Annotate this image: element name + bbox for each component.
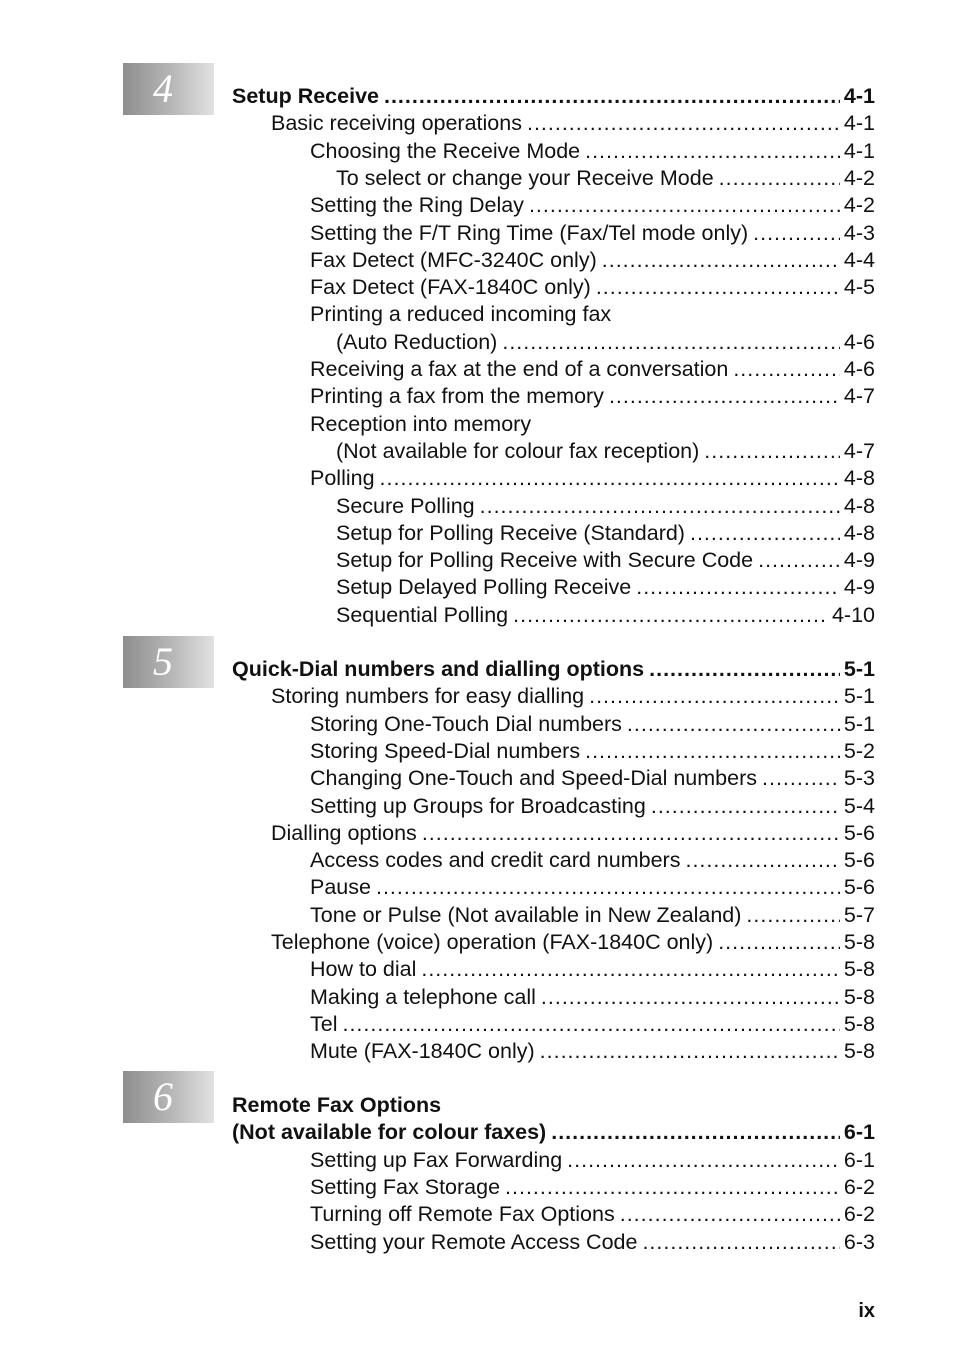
toc-entry[interactable] bbox=[232, 83, 875, 110]
toc-entry[interactable] bbox=[310, 1201, 875, 1228]
toc-entry[interactable] bbox=[336, 520, 875, 547]
dot-leader bbox=[718, 929, 840, 956]
toc-entry-page: 4-1 bbox=[843, 84, 875, 108]
toc-entry[interactable] bbox=[310, 1229, 875, 1256]
dot-leader bbox=[690, 520, 840, 547]
dot-leader bbox=[527, 110, 840, 137]
dot-leader bbox=[551, 1119, 840, 1146]
toc-entry-page: 4-3 bbox=[843, 221, 875, 245]
toc-entry-title: Setting your Remote Access Code bbox=[310, 1230, 638, 1254]
toc-entry-page: 5-1 bbox=[843, 657, 875, 681]
dot-leader bbox=[651, 793, 840, 820]
dot-leader bbox=[505, 1174, 840, 1201]
toc-entry-page: 6-2 bbox=[843, 1175, 875, 1199]
toc-entry-title: (Auto Reduction) bbox=[336, 330, 498, 354]
toc-entry-page: 5-1 bbox=[843, 684, 875, 708]
toc-entry-page: 4-8 bbox=[843, 494, 875, 518]
toc-entry-title: Setting the Ring Delay bbox=[310, 193, 524, 217]
dot-leader bbox=[513, 602, 828, 629]
toc-entry-page: 5-8 bbox=[843, 985, 875, 1009]
dot-leader bbox=[753, 220, 840, 247]
toc-entry-title: Pause bbox=[310, 875, 371, 899]
toc-entry-page: 4-9 bbox=[843, 548, 875, 572]
dot-leader bbox=[620, 1201, 840, 1228]
toc-entry-page: 4-6 bbox=[843, 330, 875, 354]
chapter-tab-6 bbox=[123, 1071, 214, 1123]
toc-entry-title: Sequential Polling bbox=[336, 603, 509, 627]
toc-entry[interactable] bbox=[271, 110, 875, 137]
toc-entry-page: 6-3 bbox=[843, 1230, 875, 1254]
toc-entry-title: Making a telephone call bbox=[310, 985, 536, 1009]
toc-entry-title: Storing One-Touch Dial numbers bbox=[310, 712, 622, 736]
toc-entry-page: 5-6 bbox=[843, 848, 875, 872]
toc-entry-title: Setting the F/T Ring Time (Fax/Tel mode only) bbox=[310, 221, 749, 245]
toc-entry-title: Mute (FAX-1840C only) bbox=[310, 1039, 535, 1063]
dot-leader bbox=[540, 1038, 840, 1065]
dot-leader bbox=[480, 493, 840, 520]
toc-entry[interactable] bbox=[310, 1011, 875, 1038]
dot-leader bbox=[589, 683, 840, 710]
toc-entry[interactable] bbox=[336, 165, 875, 192]
toc-entry-title: Reception into memory bbox=[310, 412, 532, 436]
dot-leader bbox=[609, 383, 840, 410]
dot-leader bbox=[342, 1011, 839, 1038]
toc-entry[interactable] bbox=[336, 329, 875, 356]
toc-entry-title: Receiving a fax at the end of a conversation bbox=[310, 357, 729, 381]
toc-entry[interactable] bbox=[310, 793, 875, 820]
toc-entry[interactable] bbox=[310, 465, 875, 492]
toc-entry[interactable] bbox=[310, 356, 875, 383]
toc-entry-title: Tel bbox=[310, 1012, 338, 1036]
toc-entry-title: Setting up Groups for Broadcasting bbox=[310, 794, 646, 818]
toc-entry-page: 4-7 bbox=[843, 439, 875, 463]
dot-leader bbox=[541, 984, 840, 1011]
toc-entry-page: 6-1 bbox=[843, 1148, 875, 1172]
dot-leader bbox=[746, 902, 840, 929]
toc-entry[interactable] bbox=[232, 656, 875, 683]
toc-entry-title: Printing a reduced incoming fax bbox=[310, 302, 612, 326]
toc-entry[interactable] bbox=[310, 1174, 875, 1201]
toc-entry-page: 4-8 bbox=[843, 521, 875, 545]
toc-entry-title: Fax Detect (FAX-1840C only) bbox=[310, 275, 591, 299]
toc-entry[interactable] bbox=[310, 220, 875, 247]
toc-entry-page: 5-2 bbox=[843, 739, 875, 763]
dot-leader bbox=[602, 247, 840, 274]
toc-entry-title: Basic receiving operations bbox=[271, 111, 522, 135]
toc-entry-page: 4-4 bbox=[843, 248, 875, 272]
dot-leader bbox=[421, 956, 840, 983]
toc-entry[interactable] bbox=[336, 493, 875, 520]
dot-leader bbox=[585, 138, 840, 165]
toc-entry-title: Remote Fax Options bbox=[232, 1093, 442, 1117]
toc-entry-page: 5-8 bbox=[843, 1039, 875, 1063]
dot-leader bbox=[384, 83, 840, 110]
dot-leader bbox=[529, 192, 840, 219]
toc-entry-page: 4-10 bbox=[831, 603, 875, 627]
dot-leader bbox=[502, 329, 840, 356]
dot-leader bbox=[649, 656, 840, 683]
toc-entry-page: 4-1 bbox=[843, 111, 875, 135]
chapter-number: 5 bbox=[153, 639, 173, 684]
dot-leader bbox=[642, 1229, 839, 1256]
toc-entry-page: 4-2 bbox=[843, 193, 875, 217]
toc-entry-page: 4-8 bbox=[843, 466, 875, 490]
page-number: ix bbox=[858, 1300, 875, 1322]
toc-entry[interactable] bbox=[310, 274, 875, 301]
dot-leader bbox=[422, 820, 840, 847]
toc-entry[interactable] bbox=[310, 984, 875, 1011]
toc-entry[interactable] bbox=[310, 874, 875, 901]
toc-entry-title: Storing numbers for easy dialling bbox=[271, 684, 585, 708]
dot-leader bbox=[380, 465, 840, 492]
toc-entry-page: 5-1 bbox=[843, 712, 875, 736]
toc-entry-title: Polling bbox=[310, 466, 375, 490]
toc-entry-title: To select or change your Receive Mode bbox=[336, 166, 714, 190]
toc-entry-title: Setup for Polling Receive (Standard) bbox=[336, 521, 685, 545]
toc-entry[interactable] bbox=[310, 247, 875, 274]
toc-entry-page: 6-1 bbox=[843, 1120, 875, 1144]
toc-entry-page: 6-2 bbox=[843, 1202, 875, 1226]
toc-entry-page: 5-3 bbox=[843, 766, 875, 790]
toc-entry-title: Telephone (voice) operation (FAX-1840C only) bbox=[271, 930, 714, 954]
dot-leader bbox=[704, 438, 840, 465]
toc-entry[interactable] bbox=[232, 1092, 875, 1119]
dot-leader bbox=[376, 874, 840, 901]
toc-entry-title: Choosing the Receive Mode bbox=[310, 139, 581, 163]
toc-entry-page: 4-2 bbox=[843, 166, 875, 190]
toc-entry[interactable] bbox=[310, 138, 875, 165]
dot-leader bbox=[596, 274, 840, 301]
toc-entry-title: Fax Detect (MFC-3240C only) bbox=[310, 248, 597, 272]
toc-entry[interactable] bbox=[310, 902, 875, 929]
toc-entry-title: Setup for Polling Receive with Secure Code bbox=[336, 548, 754, 572]
toc-entry[interactable] bbox=[310, 956, 875, 983]
dot-leader bbox=[762, 765, 840, 792]
toc-entry-page: 4-7 bbox=[843, 384, 875, 408]
toc-entry[interactable] bbox=[336, 438, 875, 465]
toc-entry-title: (Not available for colour fax reception) bbox=[336, 439, 700, 463]
dot-leader bbox=[567, 1147, 840, 1174]
chapter-number: 6 bbox=[153, 1074, 173, 1119]
toc-entry-title: Setting up Fax Forwarding bbox=[310, 1148, 563, 1172]
toc-entry-page: 5-6 bbox=[843, 875, 875, 899]
toc-entry-title: Turning off Remote Fax Options bbox=[310, 1202, 615, 1226]
toc-entry[interactable] bbox=[310, 711, 875, 738]
toc-entry-page: 4-9 bbox=[843, 575, 875, 599]
chapter-number: 4 bbox=[153, 66, 173, 111]
dot-leader bbox=[685, 847, 839, 874]
toc-entry-title: Setup Receive bbox=[232, 84, 379, 108]
toc-entry[interactable] bbox=[310, 411, 875, 438]
toc-entry[interactable] bbox=[271, 929, 875, 956]
toc-entry-title: Changing One-Touch and Speed-Dial numbers bbox=[310, 766, 757, 790]
toc-entry-title: Access codes and credit card numbers bbox=[310, 848, 681, 872]
toc-entry[interactable] bbox=[310, 301, 875, 328]
toc-entry-page: 4-6 bbox=[843, 357, 875, 381]
toc-entry-title: Quick-Dial numbers and dialling options bbox=[232, 657, 645, 681]
toc-entry[interactable] bbox=[271, 683, 875, 710]
toc-entry-title: Secure Polling bbox=[336, 494, 475, 518]
dot-leader bbox=[636, 574, 840, 601]
dot-leader bbox=[758, 547, 840, 574]
dot-leader bbox=[627, 711, 840, 738]
toc-entry-title: Storing Speed-Dial numbers bbox=[310, 739, 581, 763]
toc-entry[interactable] bbox=[336, 574, 875, 601]
toc-entry[interactable] bbox=[336, 547, 875, 574]
toc-entry[interactable] bbox=[310, 1038, 875, 1065]
toc-entry[interactable] bbox=[310, 192, 875, 219]
toc-entry-page: 5-4 bbox=[843, 794, 875, 818]
toc-entry-title: Dialling options bbox=[271, 821, 417, 845]
dot-leader bbox=[585, 738, 840, 765]
toc-entry[interactable] bbox=[336, 602, 875, 629]
toc-entry-title: Setup Delayed Polling Receive bbox=[336, 575, 632, 599]
dot-leader bbox=[719, 165, 840, 192]
toc-entry[interactable] bbox=[310, 765, 875, 792]
chapter-tab-4 bbox=[123, 63, 214, 115]
toc-entry[interactable] bbox=[310, 847, 875, 874]
toc-entry-page: 5-8 bbox=[843, 930, 875, 954]
toc-entry-title: Tone or Pulse (Not available in New Zealand) bbox=[310, 903, 742, 927]
toc-entry-page: 5-8 bbox=[843, 1012, 875, 1036]
toc-entry[interactable] bbox=[310, 738, 875, 765]
dot-leader bbox=[733, 356, 840, 383]
toc-entry-page: 5-6 bbox=[843, 821, 875, 845]
toc-entry[interactable] bbox=[310, 1147, 875, 1174]
chapter-tab-5 bbox=[123, 636, 214, 688]
toc-entry-page: 5-7 bbox=[843, 903, 875, 927]
toc-entry-title: (Not available for colour faxes) bbox=[232, 1120, 547, 1144]
toc-entry[interactable] bbox=[232, 1119, 875, 1146]
toc-entry[interactable] bbox=[310, 383, 875, 410]
toc-entry-page: 4-5 bbox=[843, 275, 875, 299]
toc-entry[interactable] bbox=[271, 820, 875, 847]
toc-entry-page: 5-8 bbox=[843, 957, 875, 981]
toc-entry-title: Printing a fax from the memory bbox=[310, 384, 604, 408]
toc-entry-title: Setting Fax Storage bbox=[310, 1175, 501, 1199]
toc-entry-page: 4-1 bbox=[843, 139, 875, 163]
toc-entry-title: How to dial bbox=[310, 957, 417, 981]
